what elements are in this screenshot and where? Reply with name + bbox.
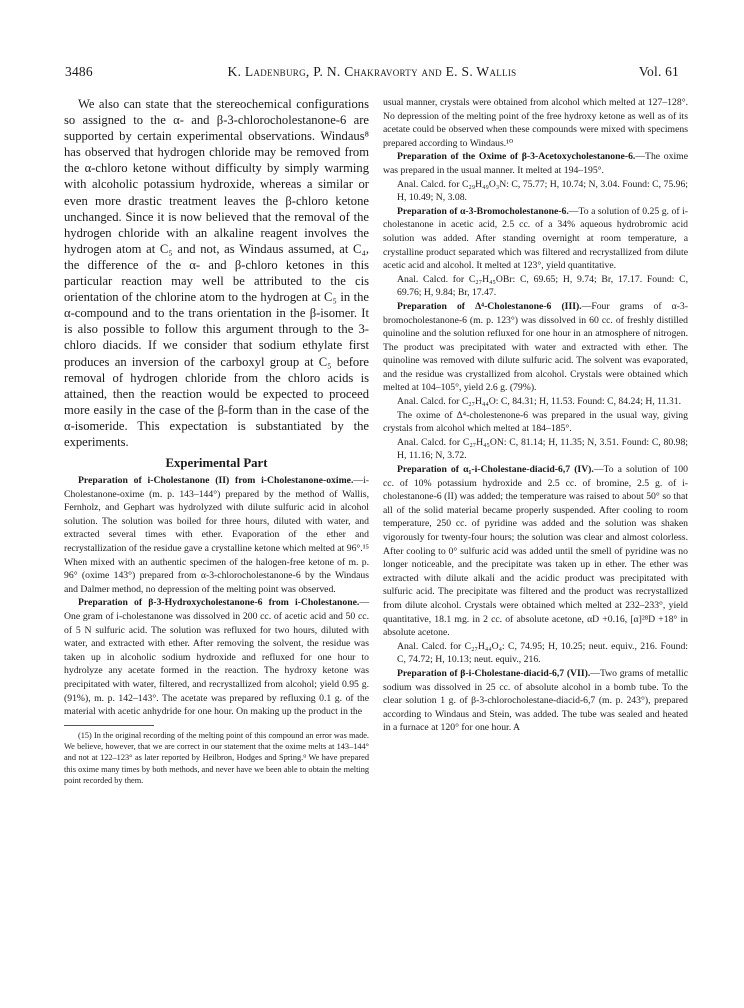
prep-paragraph: [64, 474, 369, 596]
prep-heading: Preparation of β-i-Cholestane-diacid-6,7 (VII).: [397, 667, 591, 679]
prep-paragraph: [64, 596, 369, 718]
prep-heading: Preparation of Δ⁴-Cholestanone-6 (III).: [397, 300, 582, 312]
prep-paragraph: [383, 463, 688, 640]
prep-heading: Preparation of α₁-i-Cholestane-diacid-6,7 (IV).: [397, 464, 594, 476]
page-number: 3486: [65, 64, 93, 79]
continued-paragraph: usual manner, crystals were obtained from alcohol which melted at 127–128°. No depression of the melting point of the free hydroxy ketone as well as of its acetate could be observed when these compounds were mixed with specimens prepared according to Windaus.¹⁰: [383, 97, 688, 149]
right-column: [383, 96, 688, 735]
oxime-paragraph: The oxime of Δ⁴-cholestenone-6 was prepared in the usual way, giving crystals from alcohol which melted at 184–185°.: [383, 409, 688, 435]
intro-paragraph: We also can state that the stereochemical configurations so assigned to the α- and β-3-chlorocholestanone-6 are supported by certain experimental observations. Windaus⁸ has observed that hydrogen chloride may be removed from the α-chloro ketone without difficulty by simply warming with alcoholic potassium hydroxide, whereas a similar or even more drastic treatment leaves the β-chloro ketone unchanged. Since it is now believed that the removal of the hydrogen chloride with an alkaline reagent involves the hydrogen atom at C₅ and not, as Windaus assumed, at C₄, the difference of the α- and β-chloro ketones in this particular reaction may well be attributed to the cis orientation of the chlorine atom to the hydrogen at C₅ in the α-compound and to the trans orientation in the β-isomer. It is also possible to follow this argument through to the 3-chloro diacids. If we consider that sodium ethylate first produces an inversion of the carboxyl group at C₅ before removal of hydrogen chloride from the chloro acids is attained, then the reaction would be expected to proceed more easily in the case of the β-form than in the case of the α-isomeride. This expectation is substantiated by the experiments.: [64, 97, 369, 449]
footnote: (15) In the original recording of the melting point of this compound an error was made. We believe, however, that we are correct in our statement that the oxime melts at 143–144° and not at 122–123° as later reported by Heilbron, Hodges and Spring.⁹ We have prepared this oxime many times by both methods, and never have we been able to obtain the melting point recorded by them.: [64, 730, 369, 785]
analysis-line: Anal. Calcd. for C₂₇H₄₅OBr: C, 69.65; H, 9.74; Br, 17.17. Found: C, 69.76; H, 9.84; Br, 17.47.: [397, 273, 688, 299]
prep-paragraph: [383, 300, 688, 395]
left-column: [64, 96, 369, 786]
prep-body: —Two grams of metallic sodium was dissolved in 25 cc. of absolute alcohol in a bomb tube. To the clear solution 1 g. of β-3-chlorocholestane-diacid-6,7 (m. p. 243°), prepared according to Windaus and Stein, was added. The tube was sealed and heated in a furnace at 120° for one hour. A: [383, 667, 689, 734]
prep-paragraph: [383, 150, 688, 177]
prep-body: —To a solution of 0.25 g. of i-cholestanone in acetic acid, 2.5 cc. of a 34% aqueous hydrobromic acid solution was added. After standing overnight at room temperature, a crystalline product separated which was filtered and recrystallized from dilute acetic acid and alcohol. It melted at 123°, yield quantitative.: [383, 205, 688, 272]
analysis-line: Anal. Calcd. for C₂₇H₄₄O₄: C, 74.95; H, 10.25; neut. equiv., 216. Found: C, 74.72; H, 10.13; neut. equiv., 216.: [397, 640, 688, 666]
prep-body: —To a solution of 100 cc. of 10% potassium hydroxide and 2.5 cc. of bromine, 2.5 g. of i-cholestanone-6 (II) was added; the temperature was raised to about 50° so that all of the solid material became properly suspended. After cooling to room temperature, 250 cc. of pyridine was added and the solution was shaken vigorously for twenty-four hours; the solution was clear and almost colorless. After cooling to 0° sulfuric acid was added until the smell of pyridine was no longer noticeable, and the precipitate was taken up in ether. The ether was extracted with dilute alkali and the acidic product was precipitated with sulfuric acid. The precipitate was filtered and the product was recrystallized from dilute alcohol. Crystals were obtained which melted at 232–233°, yield quantitative, 18.1 mg. in 2 cc. of absolute acetone, αD +0.16, [α]²⁸D +18° in absolute acetone.: [383, 464, 688, 639]
section-title: Experimental Part: [165, 456, 268, 471]
analysis-line: Anal. Calcd. for C₂₇H₄₄O: C, 84.31; H, 11.53. Found: C, 84.24; H, 11.31.: [397, 396, 682, 408]
prep-heading: Preparation of i-Cholestanone (II) from i-Cholestanone-oxime.: [78, 475, 354, 487]
prep-paragraph: [383, 667, 688, 735]
prep-body: —One gram of i-cholestanone was dissolved in 200 cc. of acetic acid and 50 cc. of 5 N sulfuric acid. The solution was refluxed for two hours, diluted with water, and extracted with ether. After removing the solvent, the residue was taken up in alcoholic sodium hydroxide and refluxed for one hour to hydrolyze any acetate formed in the reaction. The hydroxy ketone was precipitated with water, filtered, and recrystallized from alcohol; yield 0.95 g. (91%), m. p. 142–143°. The acetate was prepared by refluxing 0.1 g. of the material with acetic anhydride for one hour. On making up the product in the: [64, 597, 369, 718]
volume-label: Vol. 61: [638, 64, 679, 79]
prep-paragraph: [383, 205, 688, 273]
prep-body: —Four grams of α-3-bromocholestanone-6 (m. p. 123°) was dissolved in 60 cc. of freshly distilled quinoline and the solution refluxed for one hour in an atmosphere of nitrogen. The product was precipitated with water and extracted with ether. The quinoline was removed with dilute sulfuric acid. The solvent was evaporated, and the residue was crystallized from alcohol. Crystals were obtained which melted at 104–105°, yield 2.6 g. (79%).: [383, 300, 689, 394]
prep-heading: Preparation of β-3-Hydroxycholestanone-6 from i-Cholestanone.: [78, 597, 360, 609]
analysis-line: Anal. Calcd. for C₂₉H₄₉O₃N: C, 75.77; H, 10.74; N, 3.04. Found: C, 75.96; H, 10.49; N, 3.08.: [397, 178, 688, 204]
prep-heading: Preparation of α-3-Bromocholestanone-6.: [397, 205, 569, 217]
running-title-authors: K. Ladenburg, P. N. Chakravorty and E. S. Wallis: [227, 64, 517, 79]
prep-body: —The oxime was prepared in the usual manner. It melted at 194–195°.: [383, 151, 688, 176]
analysis-line: Anal. Calcd. for C₂₇H₄₅ON: C, 81.14; H, 11.35; N, 3.51. Found: C, 80.98; H, 11.16; N, 3.72.: [397, 436, 688, 462]
prep-heading: Preparation of the Oxime of β-3-Acetoxycholestanone-6.: [397, 151, 636, 163]
footnote-divider: [64, 725, 154, 726]
running-header: [65, 64, 679, 82]
prep-body: —i-Cholestanone-oxime (m. p. 143–144°) prepared by the method of Wallis, Fernholz, and Gephart was hydrolyzed with dilute sulfuric acid in alcohol solution. The solution was boiled for three hours, diluted with water, and extracted several times with ether. Evaporation of the ether and recrystallization of the residue gave a crystalline ketone which melted at 96°.¹⁵ When mixed with an authentic specimen of the halogen-free ketone of m. p. 96° (oxime 143°) prepared from α-3-chlorocholestanone-6 by the Windaus and Dalmer method, no depression of the melting point was observed.: [64, 475, 369, 595]
